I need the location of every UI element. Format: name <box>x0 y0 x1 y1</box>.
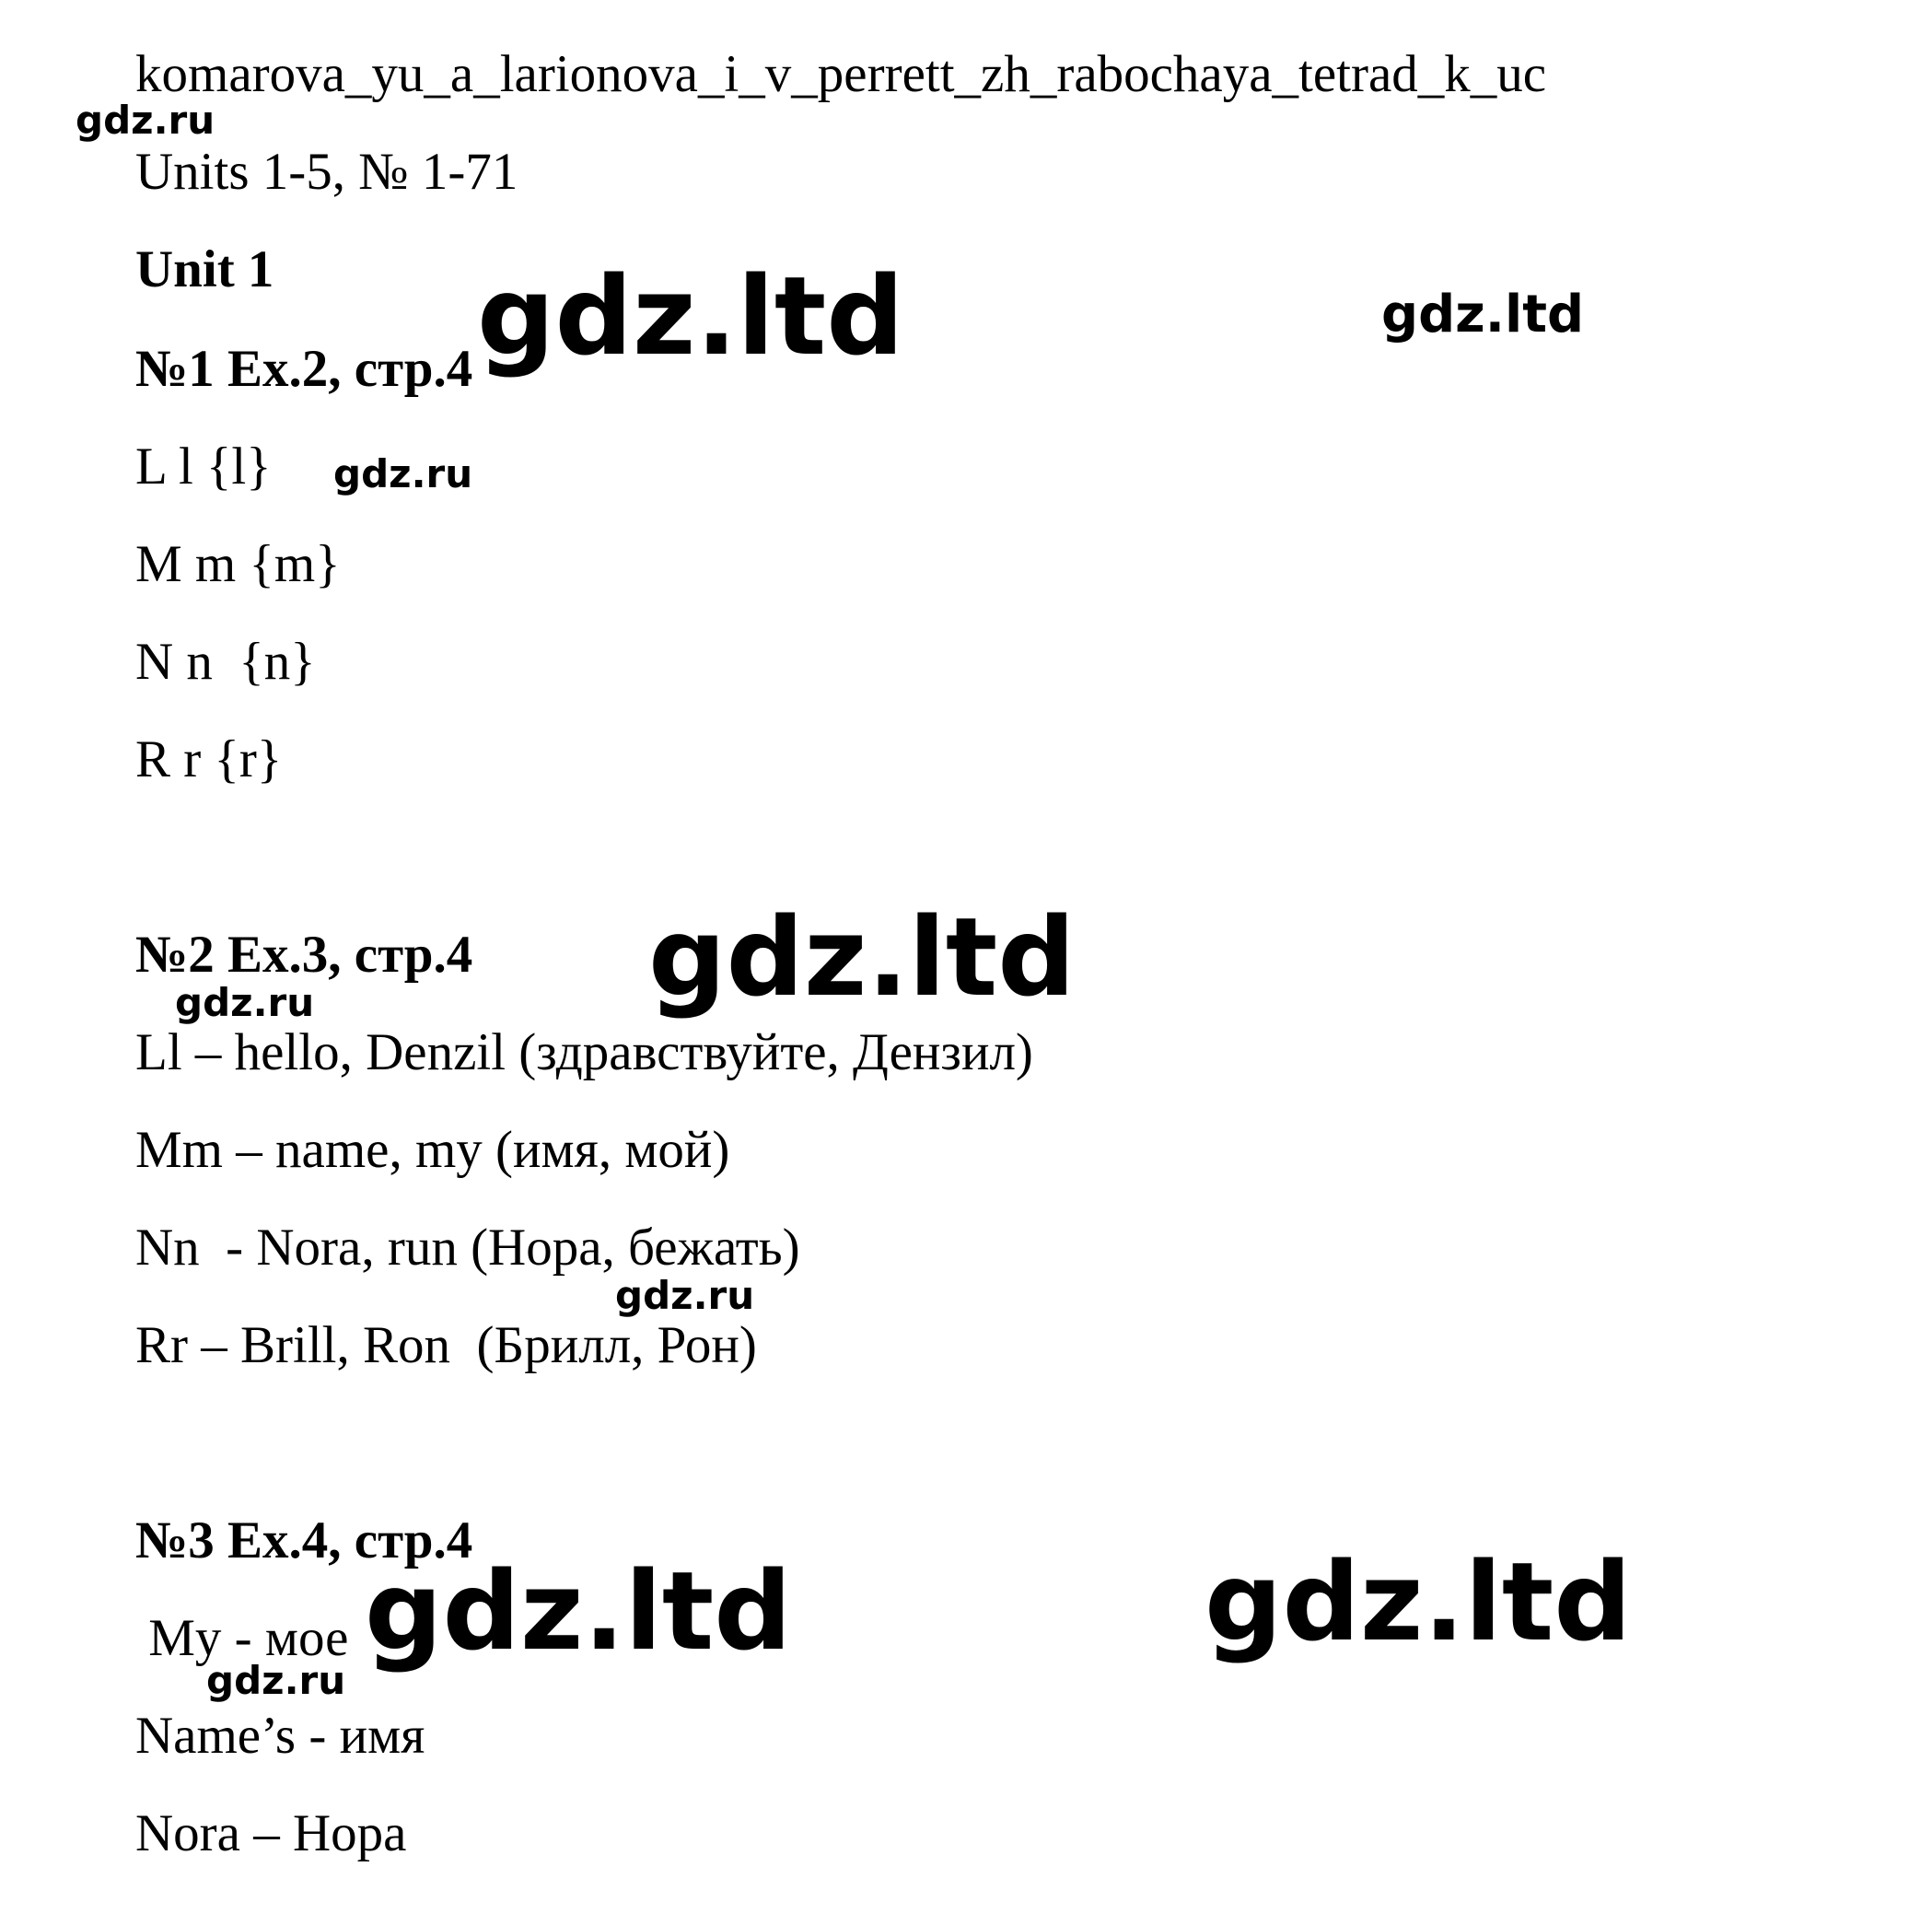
section-line: Nn - Nora, run (Нора, бежать) <box>135 1219 800 1277</box>
watermark-gdz-ru: gdz.ru <box>175 980 315 1025</box>
section-line: Nora – Нора <box>135 1804 407 1862</box>
units-range: Units 1-5, № 1-71 <box>135 143 518 201</box>
watermark-gdz-ru: gdz.ru <box>76 98 215 143</box>
watermark-gdz-ltd: gdz.ltd <box>648 893 1076 1021</box>
section-line: M m {m} <box>135 535 341 593</box>
watermark-gdz-ltd: gdz.ltd <box>477 252 904 379</box>
watermark-gdz-ru: gdz.ru <box>206 1658 346 1703</box>
watermark-gdz-ru: gdz.ru <box>615 1273 755 1318</box>
section-line: L l {l} <box>135 438 272 496</box>
unit-title: Unit 1 <box>135 240 274 298</box>
section-line: R r {r} <box>135 730 283 788</box>
section-line: Mm – name, my (имя, мой) <box>135 1121 730 1179</box>
section-heading: №2 Ex.3, стр.4 <box>135 926 473 984</box>
watermark-gdz-ltd: gdz.ltd <box>365 1547 792 1674</box>
section-line: N n {n} <box>135 633 316 691</box>
document-filename: komarova_yu_a_larionova_i_v_perrett_zh_rabochaya_tetrad_k_uc <box>135 45 1547 103</box>
watermark-gdz-ru: gdz.ru <box>333 451 473 496</box>
section-line: Ll – hello, Denzil (здравствуйте, Дензил) <box>135 1023 1033 1081</box>
section-line: Rr – Brill, Ron (Брилл, Рон) <box>135 1316 757 1374</box>
section-heading: №3 Ex.4, стр.4 <box>135 1511 473 1569</box>
watermark-gdz-ltd: gdz.ltd <box>1205 1538 1632 1665</box>
watermark-gdz-ltd: gdz.ltd <box>1381 285 1585 344</box>
section-heading: №1 Ex.2, стр.4 <box>135 340 473 398</box>
section-line: My - мое <box>135 1609 349 1667</box>
section-line: Name’s - имя <box>135 1707 425 1765</box>
